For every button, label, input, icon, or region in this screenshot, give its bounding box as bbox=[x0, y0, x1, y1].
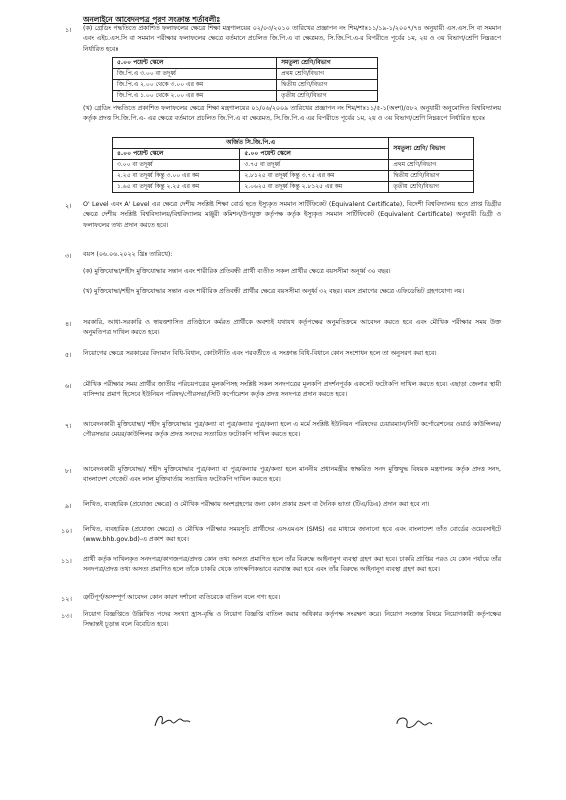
gpa-table-1 bbox=[112, 57, 378, 102]
page-heading: অনলাইনে আবেদনপত্র পূরণ সংক্রান্ত শর্তাবলীঃ bbox=[83, 15, 221, 24]
item-number: ৩। bbox=[65, 252, 72, 260]
table2-subheader-4: ৪.০০ পয়েন্ট স্কেলে bbox=[113, 149, 240, 160]
item-number: ৫। bbox=[65, 351, 72, 359]
item-number: ১। bbox=[65, 26, 72, 34]
condition-6: মৌখিক পরীক্ষার সময় প্রার্থীর জাতীয় পরিচয়পত্রের মূলকপিসহ সংশ্লিষ্ট সকল সনদপত্রের মূলকপি প্রদর্শনপূর্বক একসেট ফটোকপি দাখিল করতে হবে। এছাড়া জেলার স্থায়ী বাসিন্দার প্রমাণ হিসেবে ইউনিয়ন পরিষদ/পৌরসভা/সিটি কর্পোরেশন কর্তৃক প্রদত্ত সনদপত্র প্রদান করতে হবে। bbox=[83, 381, 501, 399]
condition-2: O' Level এবং A' Level এর ক্ষেত্রে দেশীয় সংশ্লিষ্ট শিক্ষা বোর্ড হতে ইস্যুকৃত সমমান সার্টিফিকেট (Equivalent Certificate), বিদেশী বিশ্ববিদ্যালয় হতে প্রাপ্ত ডিগ্রীর ক্ষেত্রে দেশীয় সংশ্লিষ্ট বিশ্ববিদ্যালয়/বিশ্ববিদ্যালয় মঞ্জুরী কমিশন/উপযুক্ত কর্তৃপক্ষ কর্তৃক ইস্যুকৃত সমমান সার্টিফিকেট (Equivalent Certificate) অনুযায়ী ডিগ্রী ও ফলাফলের তথ্য প্রদান করতে হবে। bbox=[83, 201, 501, 229]
condition-11: প্রার্থী কর্তৃক দাখিলকৃত সনদপত্র/কাগজপত্র/প্রদত্ত কোন তথ্য অসত্য প্রমাণিত হলে তাঁর বিরুদ্ধে আইনানুগ ব্যবস্থা গ্রহণ করা হবে। চাকরি প্রাপ্তির পরও যে কোন পর্যায়ে তাঁর সনদপত্র/প্রদত্ত তথ্য অসত্য প্রমাণিত হলে তাঁকে চাকরি থেকে তাৎক্ষণিকভাবে বরখাস্ত করা হবে এবং তাঁর বিরুদ্ধে আইনানুগ ব্যবস্থা গ্রহণ করা হবে। bbox=[83, 556, 501, 574]
table-cell: ৩.৭৫ বা তদূর্ধ্ব bbox=[240, 160, 389, 171]
condition-10: লিখিত, ব্যবহারিক (প্রযোজ্য ক্ষেত্রে) ও মৌখিক পরীক্ষার সময়সূচি প্রার্থীদের এসএমএস (SMS) এর মাধ্যমে জানানো হবে এবং বাংলাদেশ তাঁত বোর্ডের ওয়েবসাইটে (www.bhb.gov.bd)-এ প্রকাশ করা হবে। bbox=[83, 526, 501, 544]
table1-header-class: সমতুল্য শ্রেণি/বিভাগ bbox=[277, 58, 378, 69]
table-cell: তৃতীয় শ্রেণি/বিভাগ bbox=[389, 182, 474, 193]
signature-right bbox=[393, 712, 433, 734]
condition-9: লিখিত, ব্যবহারিক (প্রযোজ্য ক্ষেত্রে) ও মৌখিক পরীক্ষায় অংশগ্রহণের জন্য কোন প্রকার ভ্রমণ বা দৈনিক ভাতা (টিএ/ডিএ) প্রদান করা হবে না। bbox=[83, 501, 430, 508]
condition-3: বয়স (০৬.০৬.২০২২ খ্রিঃ তারিখে): bbox=[83, 251, 173, 258]
signature-left bbox=[152, 710, 192, 732]
condition-4: সরকারি, আধা-সরকারি ও স্বায়ত্তশাসিত প্রতিষ্ঠানে কর্মরত প্রার্থীকে অবশ্যই যথাযথ কর্তৃপক্ষের অনুমতিক্রমে আবেদন করতে হবে এবং মৌখিক পরীক্ষার সময় উক্ত অনুমতিপত্র দাখিল করতে হবে। bbox=[83, 319, 501, 337]
condition-1a: (ক) গ্রেডিং পদ্ধতিতে প্রকাশিত ফলাফলের ক্ষেত্রে শিক্ষা মন্ত্রণালয়ের ০২/০৩/২০১০ তারিখের প্রজ্ঞাপন নং শিম/শাঃ১১/১৯-১/২০০৭/৭৪ অনুযায়ী এস.এস.সি বা সমমান এবং এইচ.এস.সি বা সমমান পরীক্ষার ফলাফলের ক্ষেত্রে বর্তমানে প্রচলিত জি.পি.এ বা ক্ষেত্রমত, সি.জি.পি.এ-র বিপরীতে পূর্বের ১ম, ২য় ও ৩য় বিভাগ/শ্রেণি নিম্নরূপে নির্ধারিত হবেঃ bbox=[83, 25, 501, 53]
table-row bbox=[113, 80, 378, 91]
table2-subheader-5: ৫.০০ পয়েন্ট স্কেলে bbox=[240, 149, 389, 160]
table-cell: প্রথম শ্রেণি/বিভাগ bbox=[277, 69, 378, 80]
table-cell: জি.পি.এ ২.০০ থেকে ৩.০০ এর কম bbox=[113, 80, 277, 91]
table2-header-class: সমতুল্য শ্রেণি/ বিভাগ bbox=[389, 138, 474, 160]
table-row bbox=[113, 91, 378, 102]
table-cell: ২.৮১২৫ বা তদূর্ধ্ব কিন্তু ৩.৭৫ এর কম bbox=[240, 171, 389, 182]
table2-header-cgpa: অর্জিত সি.জি.পি.এ bbox=[113, 138, 389, 149]
table-cell: ২.০৬২৫ বা তদূর্ধ্ব কিন্তু ২.৮১২৫ এর কম bbox=[240, 182, 389, 193]
table-cell: দ্বিতীয় শ্রেণি/বিভাগ bbox=[277, 80, 378, 91]
item-number: ১০। bbox=[61, 527, 72, 535]
item-number: ৬। bbox=[65, 382, 72, 390]
table-row bbox=[113, 69, 378, 80]
condition-7: আবেদনকারী মুক্তিযোদ্ধা/ শহীদ মুক্তিযোদ্ধার পুত্র/কন্যা বা পুত্র/কন্যার পুত্র/কন্যা হলে এ মর্মে সংশ্লিষ্ট ইউনিয়ন পরিষদের চেয়ারম্যান/সিটি কর্পোরেশনের ওয়ার্ড কাউন্সিলর/পৌরসভার মেয়র/কাউন্সিলর কর্তৃক প্রদত্ত সনদের সত্যায়িত ফটোকপি দাখিল করতে হবে। bbox=[83, 421, 501, 439]
item-number: ২। bbox=[65, 202, 72, 210]
item-number: ৯। bbox=[65, 502, 72, 510]
table-cell: দ্বিতীয় শ্রেণি/বিভাগ bbox=[389, 171, 474, 182]
condition-3b: (খ) মুক্তিযোদ্ধা/শহীদ মুক্তিযোদ্ধার সন্তান এবং শারীরিক প্রতিবন্ধী প্রার্থীর ক্ষেত্রে বয়সসীমা অনূর্ধ্ব ৩২ বছর। বয়স প্রমাণের ক্ষেত্রে এফিডেভিট গ্রহণযোগ্য নয়। bbox=[83, 288, 464, 295]
condition-12: ত্রুটিপূর্ণ/অসম্পূর্ণ আবেদন কোন কারণ দর্শানো ব্যতিরেকে বাতিল বলে গণ্য হবে। bbox=[83, 594, 280, 601]
table-cell: ১.৬৫ বা তদূর্ধ্ব কিন্তু ২.২৫ এর কম bbox=[113, 182, 240, 193]
condition-3a: (ক) মুক্তিযোদ্ধা/শহীদ মুক্তিযোদ্ধার সন্তান এবং শারীরিক প্রতিবন্ধী প্রার্থী ব্যতীত সকল প্রার্থীর ক্ষেত্রে বয়সসীমা অনূর্ধ্ব ৩০ বছর। bbox=[83, 268, 391, 275]
item-number: ১২। bbox=[61, 595, 72, 603]
table1-header-scale: ৫.০০ পয়েন্ট স্কেলে bbox=[113, 58, 277, 69]
table-row bbox=[113, 171, 474, 182]
table-cell: প্রথম শ্রেণি/বিভাগ bbox=[389, 160, 474, 171]
table-cell: তৃতীয় শ্রেণি/বিভাগ bbox=[277, 91, 378, 102]
item-number: ৮। bbox=[65, 467, 72, 475]
table-cell: জি.পি.এ ৩.০০ বা তদূর্ধ্ব bbox=[113, 69, 277, 80]
condition-8: আবেদনকারী মুক্তিযোদ্ধা/ শহীদ মুক্তিযোদ্ধার পুত্র/কন্যা বা পুত্র/কন্যার পুত্র/কন্যা হলে মাননীয় প্রধানমন্ত্রীর স্বাক্ষরিত সনদ মুক্তিযুদ্ধ বিষয়ক মন্ত্রণালয় কর্তৃক প্রদত্ত সনদ, বাংলাদেশ গেজেট এবং লাল মুক্তিবার্তায় সত্যায়িত ফটোকপি দাখিল করতে হবে। bbox=[83, 466, 501, 484]
table-cell: জি.পি.এ ১.০০ থেকে ২.০০ এর কম bbox=[113, 91, 277, 102]
table-cell: ৩.০০ বা তদূর্ধ্ব bbox=[113, 160, 240, 171]
condition-1b: (খ) গ্রেডিং পদ্ধতিতে প্রকাশিত ফলাফলের ক্ষেত্রে শিক্ষা মন্ত্রণালয়ের ০১/০৬/২০০৯ তারিখের প্রজ্ঞাপন নং শিম/শাঃ১১/৫-১(অংশ)/৫৮২ অনুযায়ী অনুমোদিত বিশ্ববিদ্যালয় কর্তৃক প্রদত্ত সি.জি.পি.এ- এর ক্ষেত্রে বর্তমানে প্রচলিত জি.পি.এ বা ক্ষেত্রমত, সি.জি.পি.এ এর বিপরীতে পূর্বের ১ম, ২য় ও ৩য় বিভাগ/শ্রেণি নিম্নরূপে নির্ধারিত হবেঃ bbox=[83, 105, 501, 123]
item-number: ১৩। bbox=[61, 612, 72, 620]
item-number: ৭। bbox=[65, 422, 72, 430]
item-number: ১১। bbox=[61, 557, 72, 565]
condition-5: নিয়োগের ক্ষেত্রে সরকারের বিদ্যমান বিধি-বিধান, কোটানীতি এবং পরবর্তীতে এ সংক্রান্ত বিধি-বিধানে কোন সংশোধন হলে তা অনুসরণ করা হবে। bbox=[83, 350, 437, 357]
table-row bbox=[113, 160, 474, 171]
table-cell: ২.২৫ বা তদূর্ধ্ব কিন্তু ৩.০০ এর কম bbox=[113, 171, 240, 182]
cgpa-table-2 bbox=[112, 137, 474, 193]
table-row bbox=[113, 182, 474, 193]
item-number: ৪। bbox=[65, 320, 72, 328]
condition-13: নিয়োগ বিজ্ঞপ্তিতে উল্লিখিত পদের সংখ্যা হ্রাস-বৃদ্ধি ও নিয়োগ বিজ্ঞপ্তি বাতিল করার অধিকার কর্তৃপক্ষ সংরক্ষণ করে। নিয়োগ সংক্রান্ত বিষয়ে নিয়োগকারী কর্তৃপক্ষের সিদ্ধান্তই চূড়ান্ত বলে বিবেচিত হবে। bbox=[83, 611, 501, 629]
